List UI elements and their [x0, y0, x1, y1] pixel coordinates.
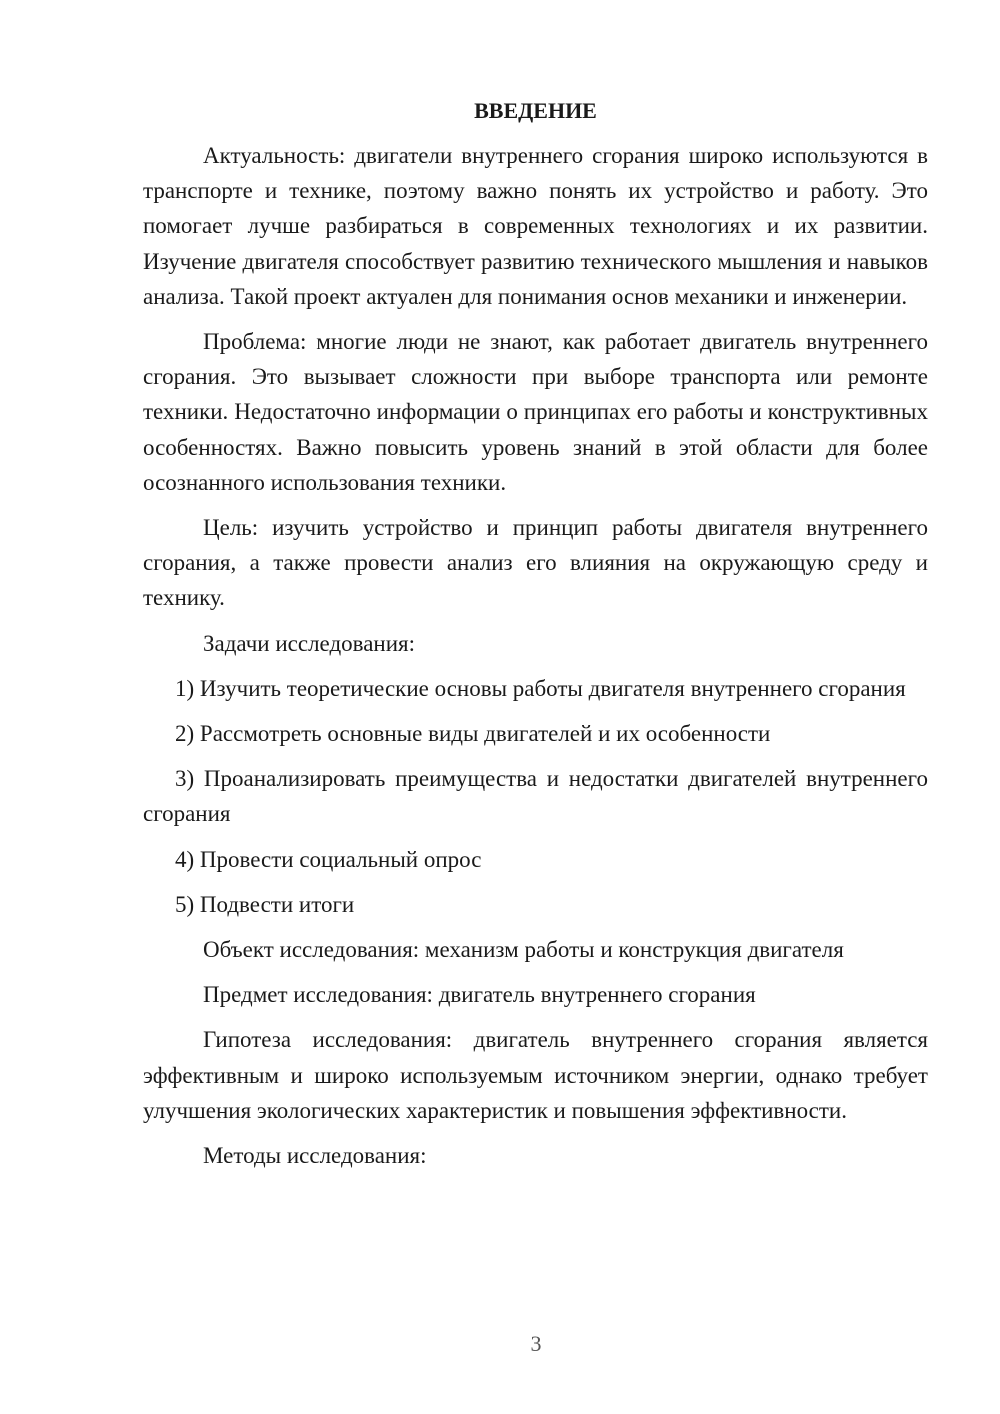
- page-title: ВВЕДЕНИЕ: [474, 98, 597, 123]
- goal-paragraph: Цель: изучить устройство и принцип работы двигателя внутреннего сгорания, а также провести анализ его влияния на окружающую среду и технику.: [143, 515, 928, 611]
- relevance-paragraph: Актуальность: двигатели внутреннего сгорания широко используются в транспорте и технике, поэтому важно понять их устройство и работу. Это помогает лучше разбираться в современных технологиях и их развитии. Изучение двигателя способствует развитию технического мышления и навыков анализа. Такой проект актуален для понимания основ механики и инженерии.: [143, 143, 928, 309]
- methods-heading: Методы исследования:: [203, 1143, 427, 1169]
- problem-paragraph: Проблема: многие люди не знают, как работает двигатель внутреннего сгорания. Это вызывает сложности при выборе транспорта или ремонте техники. Недостаточно информации о принципах его работы и конструктивных особенностях. Важно повысить уровень знаний в этой области для более осознанного использования техники.: [143, 329, 928, 495]
- task-item: 4) Провести социальный опрос: [175, 846, 482, 872]
- object-paragraph: Объект исследования: механизм работы и конструкция двигателя: [203, 937, 844, 963]
- page-content: [143, 93, 928, 1183]
- task-item: 1) Изучить теоретические основы работы двигателя внутреннего сгорания: [175, 675, 906, 701]
- task-item: 5) Подвести итоги: [175, 891, 355, 917]
- hypothesis-paragraph: Гипотеза исследования: двигатель внутреннего сгорания является эффективным и широко используемым источником энергии, однако требует улучшения экологических характеристик и повышения эффективности.: [143, 1027, 928, 1123]
- task-item: 2) Рассмотреть основные виды двигателей и их особенности: [175, 721, 771, 747]
- page-number: 3: [530, 1331, 542, 1356]
- tasks-heading: Задачи исследования:: [203, 630, 416, 656]
- subject-paragraph: Предмет исследования: двигатель внутреннего сгорания: [203, 982, 756, 1008]
- task-item: 3) Проанализировать преимущества и недостатки двигателей внутреннего сгорания: [143, 766, 928, 827]
